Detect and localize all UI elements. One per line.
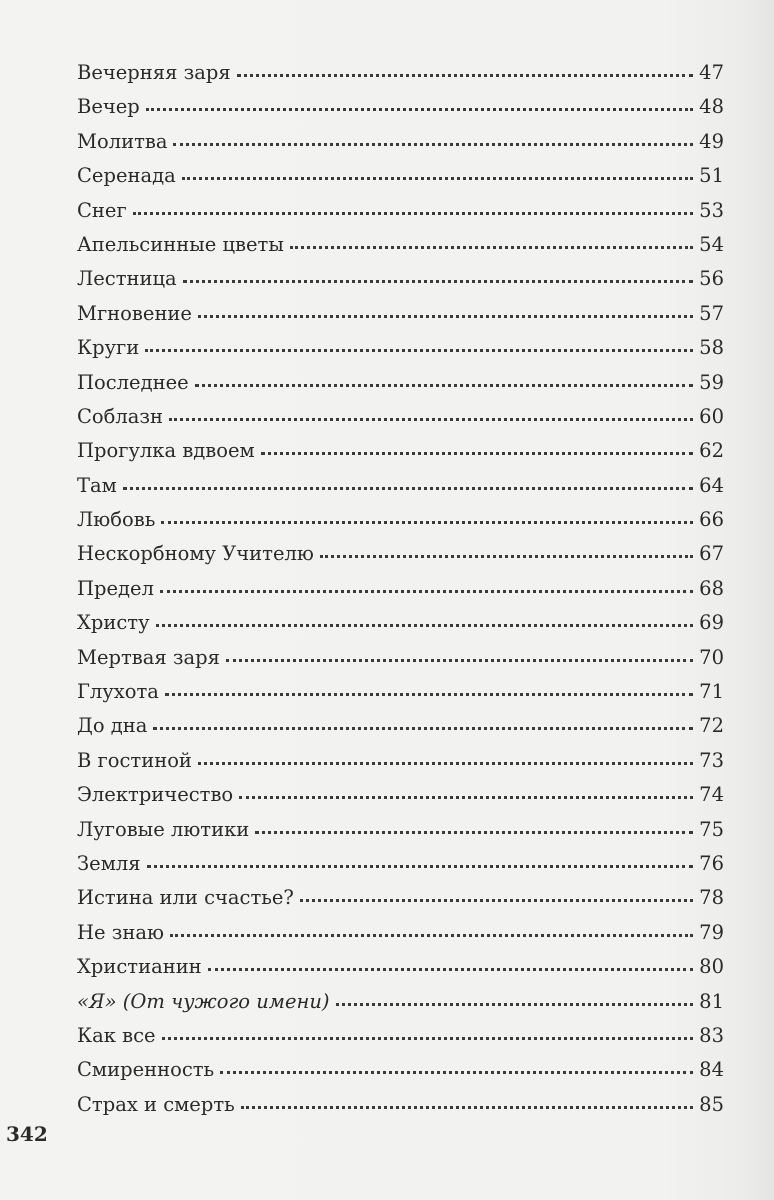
toc-entry-title: Вечерняя заря [77,61,231,84]
toc-entry-page: 51 [699,164,724,188]
toc-entry-title: Предел [77,576,154,600]
page-number: 342 [6,1122,48,1146]
toc-entry [77,434,724,468]
toc-entry-title: Вечер [77,95,140,119]
toc-entry-title: «Я» (От чужого имени) [77,989,330,1013]
dot-leader [237,74,694,77]
dot-leader [183,280,693,283]
toc-entry [77,56,724,90]
dot-leader [261,452,693,455]
toc-entry-title: Не знаю [77,920,164,944]
dot-leader [162,1037,694,1040]
toc-entry-page: 49 [699,129,724,153]
dot-leader [146,108,693,111]
toc-entry [77,297,724,331]
toc-entry [77,1088,724,1122]
dot-leader [173,143,693,146]
toc-entry [77,228,724,262]
dot-leader [195,384,693,387]
toc-entry-page: 83 [699,1023,724,1047]
toc-entry [77,503,724,537]
toc-entry-title: Мертвая заря [77,645,220,669]
table-of-contents [77,56,724,1122]
toc-entry-page: 64 [699,473,724,497]
dot-leader [161,521,693,524]
toc-entry-title: Христианин [77,955,202,979]
toc-entry-page: 81 [699,989,724,1013]
toc-entry-page: 84 [699,1058,724,1082]
toc-entry [77,813,724,847]
toc-entry-title: В гостиной [77,748,192,772]
dot-leader [320,555,693,558]
toc-entry-title: Христу [77,611,150,635]
toc-entry-title: Соблазн [77,404,164,428]
dot-leader [156,624,694,627]
toc-entry-title: Земля [77,851,141,875]
toc-entry [77,400,724,434]
toc-entry-title: Серенада [77,164,176,188]
toc-entry-title: Круги [77,336,140,360]
dot-leader [241,1106,693,1109]
toc-entry-title: Молитва [77,129,168,153]
toc-entry-page: 60 [699,404,724,428]
toc-entry [77,985,724,1019]
toc-entry-title: До дна [77,714,148,738]
toc-entry-page: 70 [699,645,724,669]
dot-leader [169,418,693,421]
toc-entry [77,194,724,228]
toc-entry-title: Нескорбному Учителю [77,542,314,566]
toc-entry-title: Снег [77,198,127,222]
toc-entry [77,366,724,400]
toc-entry-page: 67 [699,542,724,566]
dot-leader [255,831,693,834]
toc-entry-page: 53 [699,198,724,222]
dot-leader [133,212,693,215]
toc-entry [77,90,724,124]
toc-entry-page: 71 [699,680,724,704]
toc-entry [77,950,724,984]
dot-leader [123,487,693,490]
dot-leader [336,1003,694,1006]
toc-entry [77,744,724,778]
toc-entry-title: Прогулка вдвоем [77,439,255,463]
toc-entry-page: 79 [699,920,724,944]
dot-leader [198,762,693,765]
toc-entry-page: 48 [699,95,724,119]
toc-entry [77,916,724,950]
toc-entry-title: Истина или счастье? [77,886,294,910]
dot-leader [170,934,693,937]
toc-entry [77,778,724,812]
toc-entry-page: 69 [699,611,724,635]
toc-entry [77,1053,724,1087]
toc-entry [77,847,724,881]
toc-entry-title: Последнее [77,370,189,394]
toc-entry-page: 68 [699,576,724,600]
toc-entry-page: 73 [699,748,724,772]
dot-leader [147,865,694,868]
toc-entry [77,1019,724,1053]
toc-entry [77,572,724,606]
toc-entry-title: Там [77,473,117,497]
dot-leader [300,899,693,902]
toc-entry-title: Электричество [77,783,234,807]
toc-entry-page: 47 [699,61,724,84]
dot-leader [182,177,693,180]
toc-entry-page: 58 [699,336,724,360]
toc-entry-title: Как все [77,1023,156,1047]
toc-entry-title: Любовь [77,508,156,532]
toc-entry-page: 54 [699,232,724,256]
dot-leader [290,246,693,249]
toc-entry-title: Луговые лютики [77,817,250,841]
toc-entry-page: 72 [699,714,724,738]
dot-leader [239,796,693,799]
toc-entry [77,537,724,571]
toc-entry-page: 80 [699,955,724,979]
dot-leader [160,590,693,593]
toc-entry-page: 74 [699,783,724,807]
toc-entry-title: Мгновение [77,301,192,325]
toc-entry [77,331,724,365]
toc-entry-title: Лестница [77,267,177,291]
toc-entry-title: Глухота [77,680,159,704]
toc-entry [77,159,724,193]
toc-entry [77,675,724,709]
dot-leader [153,727,693,730]
toc-entry [77,606,724,640]
toc-entry-page: 75 [699,817,724,841]
toc-entry [77,709,724,743]
dot-leader [220,1071,693,1074]
toc-entry-page: 56 [699,267,724,291]
toc-entry-page: 78 [699,886,724,910]
toc-entry-page: 59 [699,370,724,394]
toc-entry-title: Апельсинные цветы [77,232,284,256]
toc-entry-page: 66 [699,508,724,532]
dot-leader [226,659,693,662]
toc-entry-page: 62 [699,439,724,463]
toc-entry [77,641,724,675]
dot-leader [208,968,693,971]
toc-entry [77,125,724,159]
toc-entry [77,469,724,503]
toc-entry-title: Смиренность [77,1058,215,1082]
toc-entry-page: 76 [699,851,724,875]
toc-entry-page: 85 [699,1092,724,1116]
toc-entry [77,881,724,915]
toc-entry-title: Страх и смерть [77,1092,235,1116]
dot-leader [165,693,693,696]
dot-leader [198,315,693,318]
toc-entry-page: 57 [699,301,724,325]
dot-leader [145,349,693,352]
toc-entry [77,262,724,296]
